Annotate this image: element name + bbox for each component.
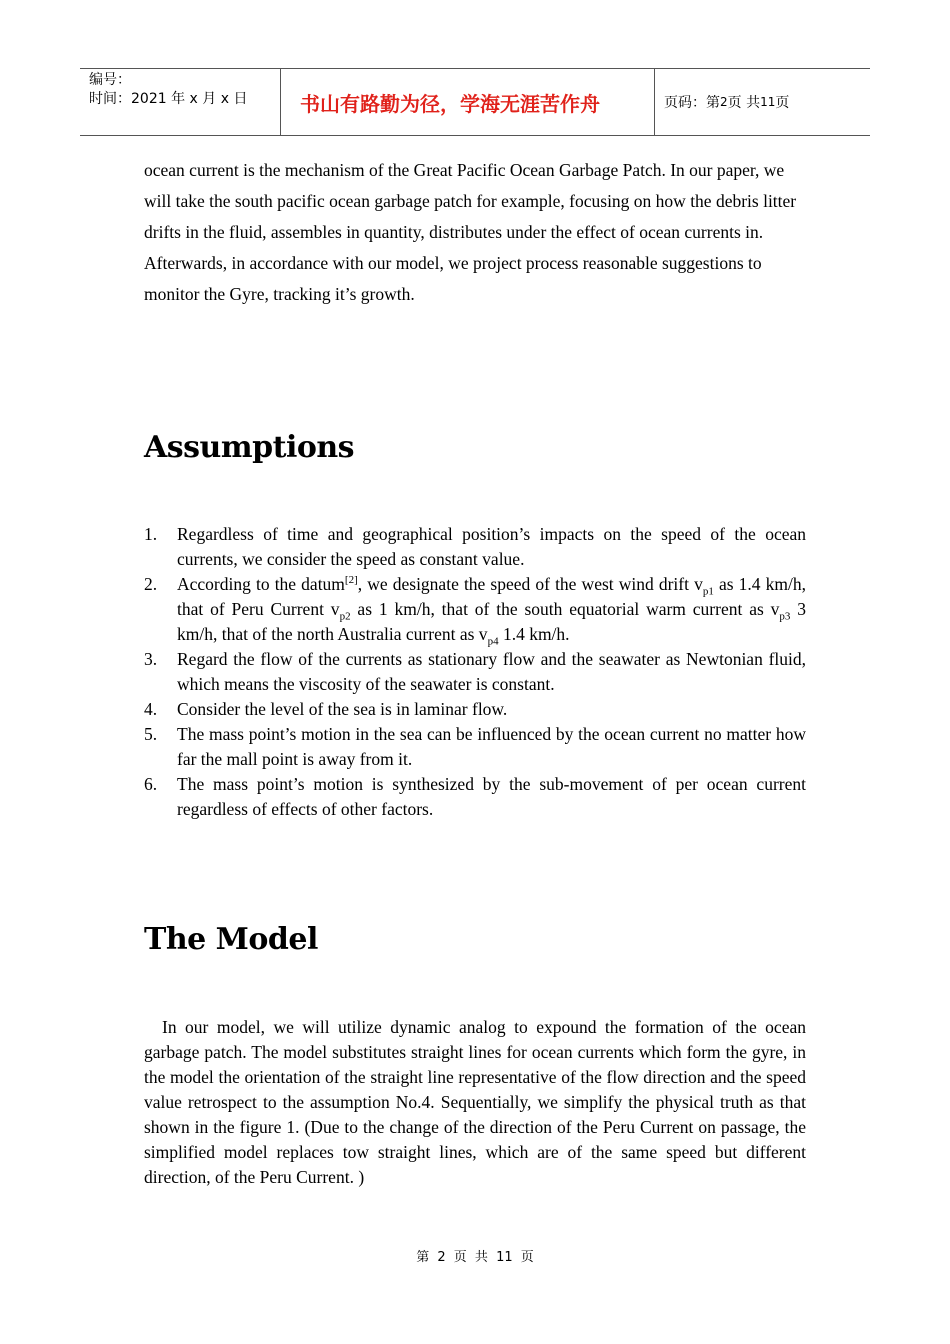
intro-paragraph: ocean current is the mechanism of the Great Pacific Ocean Garbage Patch. In our paper, we will take the south pacific ocean garbage patch for example, focusing on how the debris litter drifts in the fluid, assembles in quantity, distributes under the effect of ocean currents in. Afterwards, in accordance with our model, we project process reasonable suggestions to monitor the Gyre, tracking it’s growth. [144, 160, 797, 304]
list-item [144, 647, 806, 697]
subscript-p4: p4 [487, 635, 499, 648]
list-item [144, 522, 806, 572]
footer-total-pages: 11 [496, 1250, 513, 1265]
item-number: 1. [144, 524, 158, 544]
page-current: 2 [720, 95, 728, 109]
subscript-p1: p1 [702, 585, 714, 598]
page-mid: 页 共 [727, 95, 761, 111]
item-text: 1.4 km/h. [498, 624, 570, 644]
item-number: 3. [144, 649, 158, 669]
subscript-p2: p2 [339, 610, 351, 623]
item-text: Consider the level of the sea is in laminar flow. [177, 699, 508, 719]
list-item [144, 572, 806, 647]
page-prefix: 页码：第 [664, 95, 720, 111]
page-total: 11 [760, 95, 776, 109]
page-suffix: 页 [775, 95, 790, 111]
item-text: The mass point’s motion in the sea can be influenced by the ocean current no matter how far the mall point is away from it. [177, 724, 806, 769]
footer-suffix: 页 [520, 1250, 534, 1265]
footer-mid: 页 共 [453, 1250, 488, 1265]
list-item [144, 697, 806, 722]
header-meta [80, 69, 281, 135]
item-text: as 1.4 km/h, that of Peru Current v [177, 574, 806, 619]
item-text: The mass point’s motion is synthesized by the sub-movement of per ocean current regardless of effects of other factors. [177, 774, 806, 819]
item-text: , we designate the speed of the west wind drift v [357, 574, 703, 594]
item-text: 3 km/h, that of the north Australia current as v [177, 599, 807, 644]
item-number: 6. [144, 774, 158, 794]
footer-current-page: 2 [437, 1250, 446, 1265]
item-text: Regardless of time and geographical position’s impacts on the speed of the ocean currents, we consider the speed as constant value. [177, 524, 806, 569]
assumptions-list [144, 522, 806, 822]
citation-ref: [2] [344, 574, 358, 587]
header-motto: 书山有路勤为径，学海无涯苦作舟 [281, 69, 655, 135]
item-text: as 1 km/h, that of the south equatorial warm current as v [350, 599, 780, 619]
header-page-number [655, 69, 870, 135]
item-number: 5. [144, 724, 158, 744]
list-item [144, 722, 806, 772]
page-footer [0, 1246, 950, 1265]
footer-prefix: 第 [416, 1250, 430, 1265]
item-text: According to the datum [177, 574, 345, 594]
item-text: Regard the flow of the currents as stationary flow and the seawater as Newtonian fluid, which means the viscosity of the seawater is constant. [177, 649, 806, 694]
item-number: 4. [144, 699, 158, 719]
model-heading: The Model [144, 922, 318, 957]
model-paragraph: In our model, we will utilize dynamic analog to expound the formation of the ocean garbage patch. The model substitutes straight lines for ocean currents which form the gyre, in the model the orientation of the straight line representative of the flow direction and the speed value retrospect to the assumption No.4. Sequentially, we simplify the physical truth as that shown in the figure 1. (Due to the change of the direction of the Peru Current on passage, the simplified model replaces tow straight lines, which are of the same speed but different direction, of the Peru Current. ) [144, 1017, 806, 1187]
item-number: 2. [144, 574, 158, 594]
subscript-p3: p3 [779, 610, 791, 623]
assumptions-heading: Assumptions [144, 430, 355, 465]
list-item [144, 772, 806, 822]
date-label: 时间：2021 年 x 月 x 日 [89, 91, 248, 107]
page-header [80, 68, 870, 136]
serial-label: 编号： [89, 72, 131, 88]
